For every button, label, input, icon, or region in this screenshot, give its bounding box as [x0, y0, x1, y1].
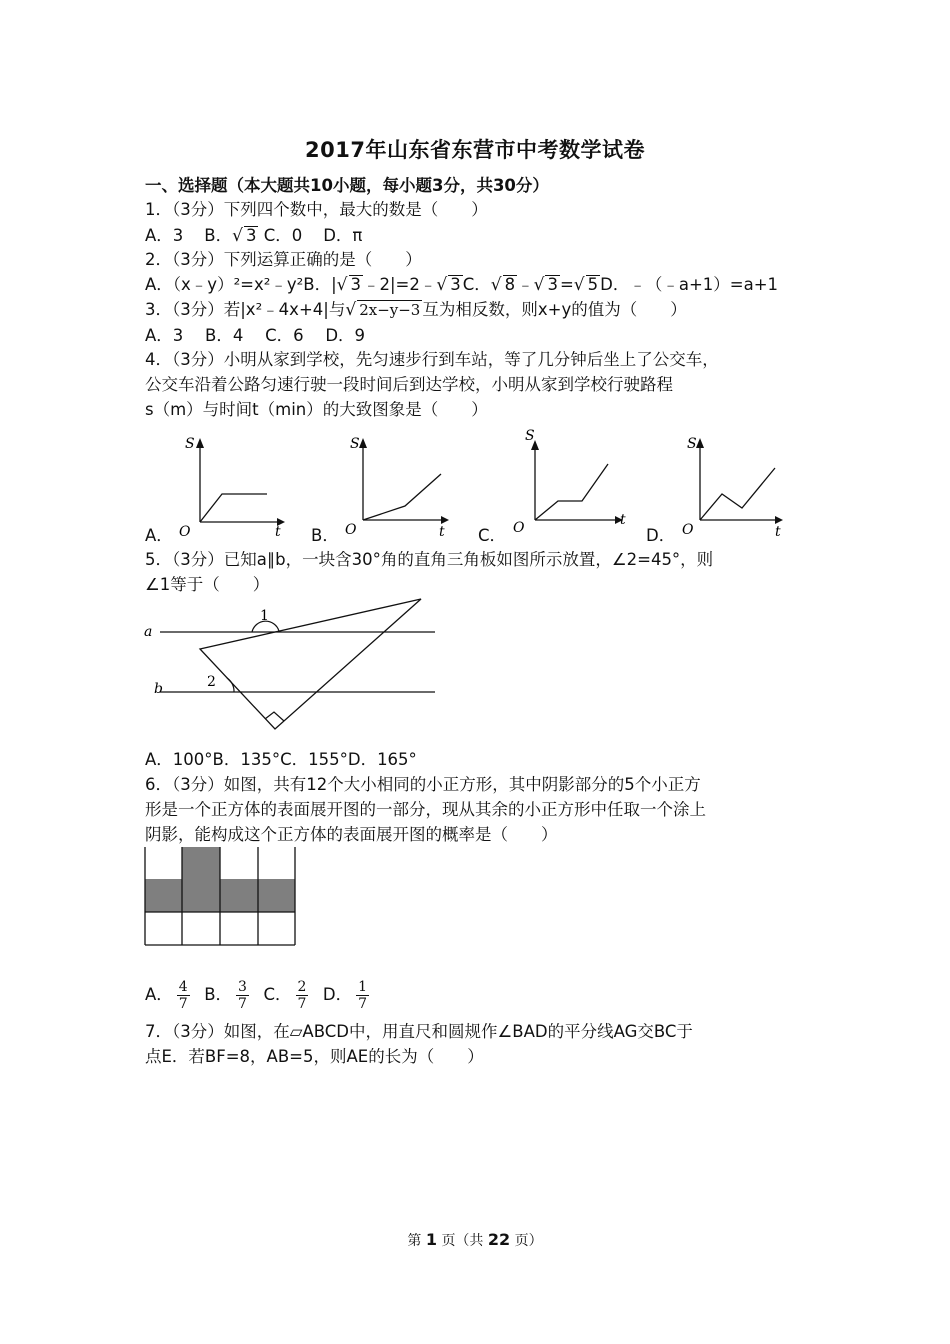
axis-t-label: t — [275, 524, 281, 540]
question-5-line-1: 5．（3分）已知a∥b，一块含30°角的直角三角板如图所示放置，∠2=45°，则 — [145, 550, 714, 569]
angle-1-label: 1 — [260, 608, 269, 624]
denominator: 7 — [178, 996, 188, 1012]
q5-figure — [140, 592, 440, 732]
origin-label: O — [513, 520, 525, 536]
q1-option-a: A．3 — [145, 226, 184, 245]
y-axis-arrow — [359, 438, 367, 448]
question-4-line-3: s（m）与时间t（min）的大致图象是（ ） — [145, 400, 488, 419]
angle-2-label: 2 — [207, 674, 216, 690]
q4-option-b-label: B． — [311, 526, 339, 545]
q1-option-d: D．π — [323, 226, 363, 245]
numerator: 4 — [178, 979, 188, 995]
numerator: 1 — [358, 979, 368, 995]
q1-option-b: B． — [204, 226, 233, 245]
right-angle-mark — [265, 712, 284, 721]
sqrt-sign: √ — [345, 300, 357, 320]
question-4-line-2: 公交车沿着公路匀速行驶一段时间后到达学校，小明从家到学校行驶路程 — [145, 375, 673, 394]
q4-option-a-label: A． — [145, 526, 173, 545]
footer-total-pages: 22 — [487, 1230, 511, 1249]
q2-c-equals: = — [559, 275, 574, 294]
label-a: a — [144, 624, 153, 640]
question-6-line-3: 阴影，能构成这个正方体的表面展开图的概率是（ ） — [145, 825, 558, 844]
denominator: 7 — [297, 996, 307, 1012]
denominator: 7 — [238, 996, 247, 1012]
numerator: 2 — [297, 979, 307, 995]
origin-label: O — [179, 524, 191, 540]
origin-label: O — [682, 522, 694, 538]
q6-option-c: C． — [263, 985, 292, 1004]
y-axis-arrow — [196, 438, 204, 448]
question-3-options: A．3 B．4 C．6 D．9 — [145, 326, 366, 345]
question-1-options — [145, 224, 362, 248]
q4-option-c-label: C． — [478, 526, 507, 545]
question-1-stem: 1．（3分）下列四个数中，最大的数是（ ） — [145, 200, 488, 219]
question-6-options — [145, 975, 373, 1015]
q1-option-c: C．0 — [263, 226, 303, 245]
section-heading: 一、选择题（本大题共10小题，每小题3分，共30分） — [145, 176, 549, 195]
question-3-stem — [145, 298, 687, 322]
origin-label: O — [345, 522, 357, 538]
fraction-4-7 — [177, 979, 190, 1012]
axis-t-label: t — [775, 524, 781, 540]
fraction-1-7 — [356, 979, 369, 1012]
question-2-options — [145, 273, 778, 297]
graph-line — [535, 464, 608, 520]
q2-c-minus: ﹣ — [517, 275, 534, 294]
q2-c-radicand-2: 3 — [547, 275, 558, 294]
axis-t-label: t — [620, 512, 626, 528]
y-axis-arrow — [696, 438, 704, 448]
footer-post: 页） — [514, 1233, 543, 1249]
q3-stem-post: 互为相反数，则x+y的值为（ ） — [422, 300, 687, 319]
q2-option-b-post: ﹣2|=2﹣ — [363, 275, 437, 294]
q3-radicand: 2x−y−3 — [359, 301, 421, 319]
q3-stem-pre: 3．（3分）若|x²﹣4x+4|与 — [145, 300, 346, 319]
axis-t-label: t — [439, 524, 445, 540]
x-axis-arrow — [775, 516, 783, 524]
question-7-line-2: 点E．若BF=8，AB=5，则AE的长为（ ） — [145, 1047, 484, 1066]
x-axis-arrow — [441, 516, 449, 524]
question-7-line-1: 7．（3分）如图，在▱ABCD中，用直尺和圆规作∠BAD的平分线AG交BC于 — [145, 1022, 693, 1041]
graph-line — [200, 494, 267, 522]
question-6-line-1: 6．（3分）如图，共有12个大小相同的小正方形，其中阴影部分的5个小正方 — [145, 775, 701, 794]
sqrt-sign: √ — [232, 226, 243, 246]
question-2-stem: 2．（3分）下列运算正确的是（ ） — [145, 250, 422, 269]
q2-option-a: A．（x﹣y）²=x²﹣y² — [145, 275, 304, 294]
q2-c-radicand-1: 8 — [504, 275, 516, 294]
question-5-options: A．100°B．135°C．155°D．165° — [145, 750, 417, 769]
axis-s-label: S — [350, 436, 360, 452]
question-5-line-2: ∠1等于（ ） — [145, 575, 270, 594]
q2-option-d: D．﹣（﹣a+1）=a+1 — [600, 275, 779, 294]
q2-option-b-pre: B．| — [303, 275, 337, 294]
graph-line — [700, 468, 775, 520]
question-6-line-2: 形是一个正方体的表面展开图的一部分，现从其余的小正方形中任取一个涂上 — [145, 800, 706, 819]
q6-grid-figure — [143, 846, 299, 948]
angle-2-arc — [227, 678, 234, 692]
q4-graph-d — [670, 430, 795, 540]
q4-graph-b — [333, 430, 458, 540]
page-footer — [0, 1230, 950, 1250]
q6-option-b: B． — [204, 985, 233, 1004]
sqrt-sign: √ — [490, 275, 502, 295]
exam-title: 2017年山东省东营市中考数学试卷 — [305, 138, 645, 162]
q4-graph-c — [503, 420, 633, 538]
sqrt-sign: √ — [436, 275, 448, 295]
q4-graph-a — [165, 430, 290, 540]
fraction-2-7 — [296, 979, 309, 1012]
q2-c-radicand-3: 5 — [587, 275, 599, 294]
footer-page-number: 1 — [425, 1230, 437, 1249]
q6-option-d: D． — [322, 985, 353, 1004]
footer-pre: 第 — [407, 1233, 422, 1249]
graph-line — [363, 474, 441, 520]
axis-s-label: S — [185, 436, 195, 452]
q2-b-radicand-2: 3 — [450, 275, 461, 294]
sqrt-sign: √ — [533, 275, 545, 295]
denominator: 7 — [358, 996, 368, 1012]
sqrt-sign: √ — [336, 275, 348, 295]
q2-b-radicand: 3 — [350, 275, 361, 294]
axis-s-label: S — [687, 436, 697, 452]
footer-mid: 页（共 — [441, 1233, 484, 1249]
q6-option-a: A． — [145, 985, 173, 1004]
q1-option-b-radicand: 3 — [245, 226, 257, 245]
sqrt-sign: √ — [573, 275, 585, 295]
numerator: 3 — [238, 979, 247, 995]
shaded-top-square — [182, 847, 220, 880]
axis-s-label: S — [525, 428, 535, 444]
label-b: b — [154, 681, 163, 697]
question-4-line-1: 4．（3分）小明从家到学校，先匀速步行到车站，等了几分钟后坐上了公交车， — [145, 350, 719, 369]
q4-option-d-label: D． — [646, 526, 676, 545]
q2-option-c-pre: C． — [462, 275, 491, 294]
fraction-3-7 — [236, 979, 249, 1012]
triangle-ruler — [200, 599, 421, 729]
